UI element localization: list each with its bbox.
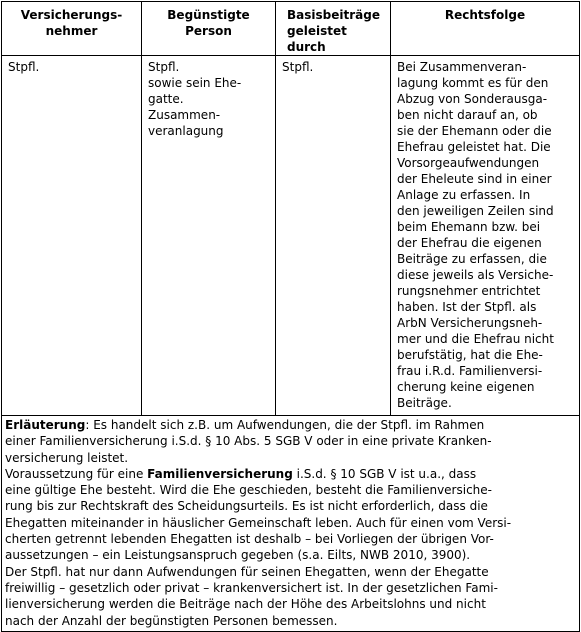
cell-paid-by: Stpfl. bbox=[276, 56, 391, 416]
explanation-line: einer Familienversicherung i.S.d. § 10 Abs. 5 SGB V oder in eine private Kranken- bbox=[5, 434, 492, 449]
legal-consequence-line: Abzug von Sonderausga- bbox=[397, 92, 548, 106]
legal-consequence-line: frau i.R.d. Familienversi- bbox=[397, 364, 543, 378]
legal-consequence-line: Vorsorgeaufwendungen bbox=[397, 156, 540, 170]
explanation-line: Erläuterung: Es handelt sich z.B. um Aufwendungen, die der Stpfl. im Rahmen bbox=[5, 418, 485, 432]
legal-consequence-line: rungsnehmer entrichtet bbox=[397, 284, 541, 298]
legal-consequence-line: Beiträge zu erfassen, die bbox=[397, 252, 547, 266]
legal-consequence-line: Anlage zu erfassen. In bbox=[397, 188, 531, 202]
explanation-line: lienversicherung werden die Beiträge nach der Höhe des Arbeitslohns und nicht bbox=[5, 597, 486, 612]
explanation-line: Ehegatten miteinander in häuslicher Gemeinschaft leben. Auch für einen vom Versi- bbox=[5, 515, 512, 530]
header-policyholder: Versicherungs- nehmer bbox=[2, 2, 142, 56]
table-row bbox=[2, 56, 580, 416]
cell-policyholder: Stpfl. bbox=[2, 56, 142, 416]
header-contributions-paid-by: Basisbeiträge geleistet durch bbox=[276, 2, 391, 56]
header-beneficiary: Begünstigte Person bbox=[142, 2, 276, 56]
explanation-line: Voraussetzung für eine Familienversicherung i.S.d. § 10 SGB V ist u.a., dass bbox=[5, 466, 477, 481]
legal-consequence-line: Beiträge. bbox=[397, 396, 452, 410]
explanation-line: versicherung leistet. bbox=[5, 450, 129, 465]
legal-consequence-line: beim Ehemann bzw. bei bbox=[397, 220, 541, 234]
legal-consequence-line: berufstätig, hat die Ehe- bbox=[397, 348, 543, 362]
legal-consequence-line: der Ehefrau die eigenen bbox=[397, 236, 542, 250]
legal-consequence-line: lagung kommt es für den bbox=[397, 76, 549, 90]
explanation-row bbox=[2, 416, 580, 632]
header-legal-consequence: Rechtsfolge bbox=[391, 2, 580, 56]
legal-consequence-line: Ehefrau geleistet hat. Die bbox=[397, 140, 551, 154]
legal-consequence-line: mer und die Ehefrau nicht bbox=[397, 332, 554, 346]
explanation-line: freiwillig – gesetzlich oder privat – krankenversichert ist. In der gesetzlichen Fami- bbox=[5, 580, 498, 595]
explanation-label: Erläuterung bbox=[5, 418, 86, 432]
legal-consequence-line: haben. Ist der Stpfl. als bbox=[397, 300, 537, 314]
legal-consequence-line: diese jeweils als Versiche- bbox=[397, 268, 554, 282]
cell-legal-consequence bbox=[391, 56, 580, 416]
explanation-line: cherten getrennt lebenden Ehegatten ist deshalb – bei Vorliegen der übrigen Vor- bbox=[5, 532, 494, 547]
legal-consequence-line: cherung keine eigenen bbox=[397, 380, 535, 394]
explanation-cell bbox=[2, 416, 580, 632]
legal-consequence-line: Bei Zusammenveran- bbox=[397, 60, 527, 74]
legal-consequence-line: sie der Ehemann oder die bbox=[397, 124, 552, 138]
header-row bbox=[2, 2, 580, 56]
explanation-line: Der Stpfl. hat nur dann Aufwendungen für seinen Ehegatten, wenn der Ehegatte bbox=[5, 564, 489, 579]
explanation-line: eine gültige Ehe besteht. Wird die Ehe geschieden, besteht die Familienversiche- bbox=[5, 483, 492, 498]
legal-consequence-line: ben nicht darauf an, ob bbox=[397, 108, 538, 122]
legal-table bbox=[1, 1, 580, 632]
cell-beneficiary: Stpfl. sowie sein Ehe- gatte. Zusammen- veranlagung bbox=[142, 56, 276, 416]
legal-consequence-line: ArbN Versicherungsneh- bbox=[397, 316, 543, 330]
legal-consequence-line: der Eheleute sind in einer bbox=[397, 172, 552, 186]
legal-consequence-line: den jeweiligen Zeilen sind bbox=[397, 204, 554, 218]
explanation-line: rung bis zur Rechtskraft des Scheidungsurteils. Es ist nicht erforderlich, dass die bbox=[5, 499, 488, 514]
explanation-line: aussetzungen – ein Leistungsanspruch gegeben (s.a. Eilts, NWB 2010, 3900). bbox=[5, 548, 471, 563]
explanation-line: nach der Anzahl der begünstigten Personen bemessen. bbox=[5, 613, 338, 628]
family-insurance-label: Familienversicherung bbox=[147, 466, 293, 481]
